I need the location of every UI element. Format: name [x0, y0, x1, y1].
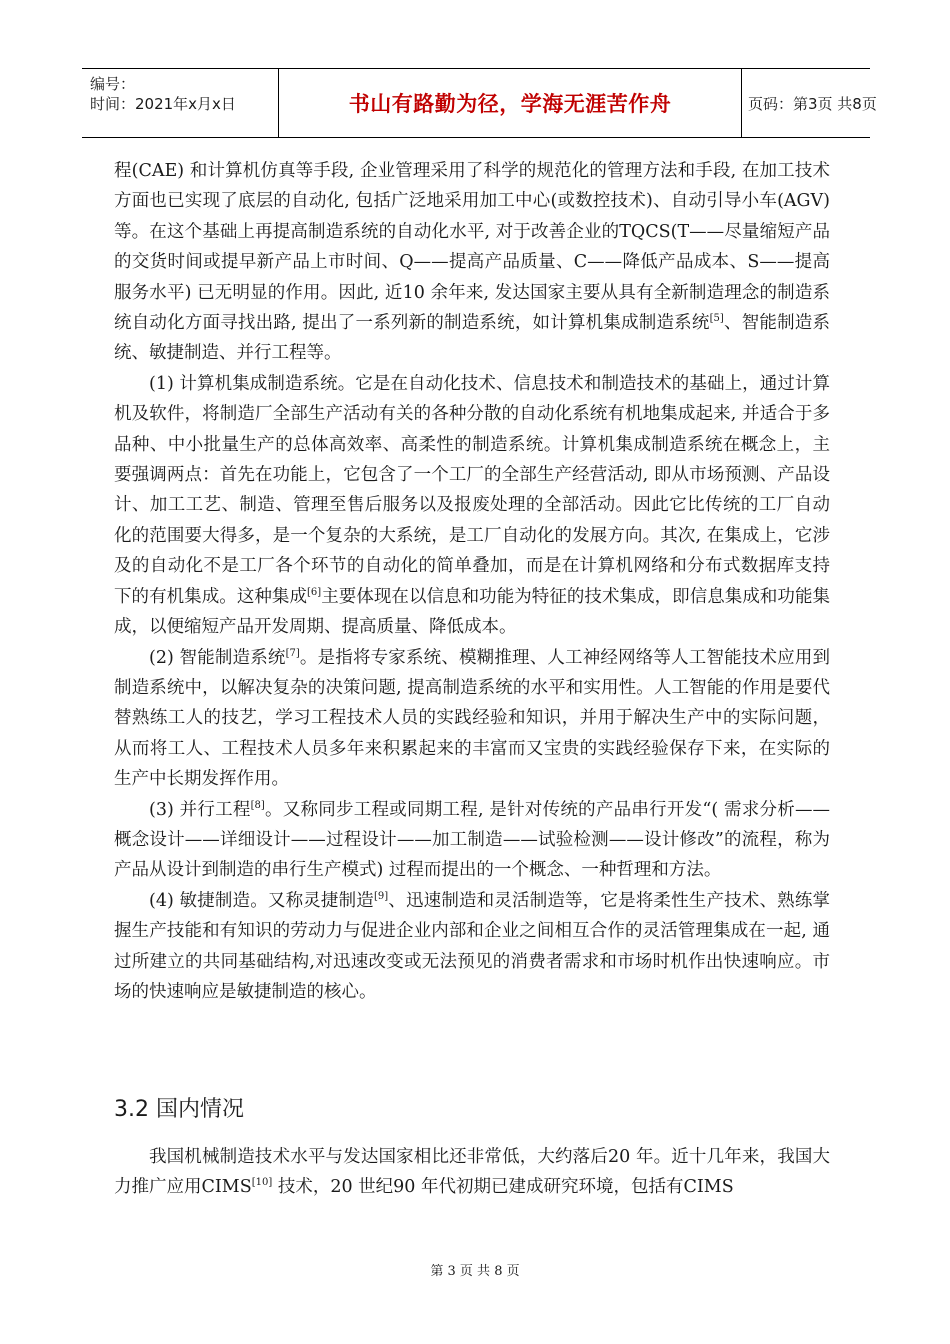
- reference-marker: [6]: [307, 586, 322, 598]
- paragraph-text: 。又称同步工程或同期工程, 是针对传统的产品串行开发“( 需求分析——概念设计——详细设计——过程设计——加工制造——试验检测——设计修改”的流程，称为产品从设计到制造的串行生产模式) 过程而提出的一个概念、一种哲理和方法。: [114, 799, 830, 881]
- paragraph-text: 技术，20 世纪90 年代初期已建成研究环境，包括有CIMS: [272, 1177, 734, 1198]
- reference-marker: [8]: [250, 799, 265, 811]
- header-page-number: 页码：第3页 共8页: [748, 94, 877, 113]
- paragraph-text: 、迅速制造和灵活制造等，它是将柔性生产技术、熟练掌握生产技能和有知识的劳动力与促进企业内部和企业之间相互合作的灵活管理集成在一起, 通过所建立的共同基础结构,对迅速改变或无法预见的消费者需求和市场时机作出快速响应。市场的快速响应是敏捷制造的核心。: [114, 890, 830, 1002]
- document-number-label: 编号：: [90, 75, 136, 93]
- paragraph-text: 主要体现在以信息和功能为特征的技术集成，即信息集成和功能集成，以便缩短产品开发周期、提高质量、降低成本。: [114, 586, 831, 638]
- paragraph-text: 程(CAE) 和计算机仿真等手段, 企业管理采用了科学的规范化的管理方法和手段, 在加工技术方面也已实现了底层的自动化, 包括广泛地采用加工中心(或数控技术)、自动引导小车(AGV) 等。在这个基础上再提高制造系统的自动化水平, 对于改善企业的TQCS(T——尽量缩短产品的交货时间或提早新产品上市时间、Q——提高产品质量、C——降低产品成本、S——提高服务水平) 已无明显的作用。因此, 近10 余年来, 发达国家主要从具有全新制造理念的制造系统自动化方面寻找出路, 提出了一系列新的制造系统，如计算机集成制造系统: [114, 161, 830, 334]
- reference-marker: [5]: [709, 313, 724, 325]
- page-footer: 第 3 页 共 8 页: [430, 1264, 520, 1279]
- paragraph-text: (4) 敏捷制造。又称灵捷制造: [149, 890, 374, 911]
- paragraph-intro: [114, 156, 830, 369]
- paragraph-intelligent-manufacturing: [114, 643, 830, 795]
- header-page-cell: [740, 69, 877, 137]
- reference-marker: [7]: [285, 647, 300, 659]
- paragraph-text: 。是指将专家系统、模糊推理、人工神经网络等人工智能技术应用到制造系统中，以解决复杂的决策问题, 提高制造系统的水平和实用性。人工智能的作用是要代替熟练工人的技艺，学习工程技术人员的实践经验和知识，并用于解决生产中的实际问题，从而将工人、工程技术人员多年来积累起来的丰富而又宝贵的实践经验保存下来，在实际的生产中长期发挥作用。: [114, 647, 830, 790]
- paragraph-domestic: [114, 1142, 830, 1203]
- section-heading: 3.2 国内情况: [114, 1097, 244, 1122]
- document-time-label: 时间：2021年x月x日: [90, 95, 236, 113]
- paragraph-cims: [114, 369, 830, 643]
- page-header: [82, 68, 877, 138]
- body-text-section: [114, 1142, 830, 1203]
- header-motto: 书山有路勤为径，学海无涯苦作舟: [348, 92, 672, 116]
- reference-marker: [10]: [251, 1177, 273, 1189]
- reference-marker: [9]: [373, 890, 389, 902]
- paragraph-text: (1) 计算机集成制造系统。它是在自动化技术、信息技术和制造技术的基础上，通过计算机及软件，将制造厂全部生产活动有关的各种分散的自动化系统有机地集成起来, 并适合于多品种、中小批量生产的总体高效率、高柔性的制造系统。计算机集成制造系统在概念上，主要强调两点：首先在功能上，它包含了一个工厂的全部生产经营活动, 即从市场预测、产品设计、加工工艺、制造、管理至售后服务以及报废处理的全部活动。因此它比传统的工厂自动化的范围要大得多，是一个复杂的大系统，是工厂自动化的发展方向。其次, 在集成上，它涉及的自动化不是工厂各个环节的自动化的简单叠加，而是在计算机网络和分布式数据库支持下的有机集成。这种集成: [114, 373, 830, 607]
- header-info-cell: [82, 69, 278, 137]
- paragraph-text: (3) 并行工程: [149, 799, 251, 820]
- paragraph-text: 、智能制造系统、敏捷制造、并行工程等。: [114, 313, 831, 364]
- header-motto-cell: [278, 69, 742, 137]
- paragraph-text: 我国机械制造技术水平与发达国家相比还非常低，大约落后20 年。近十几年来，我国大力推广应用CIMS: [114, 1147, 830, 1198]
- paragraph-concurrent-engineering: [114, 795, 830, 886]
- body-text: [114, 156, 830, 1007]
- paragraph-text: (2) 智能制造系统: [149, 647, 286, 668]
- paragraph-agile-manufacturing: [114, 886, 830, 1008]
